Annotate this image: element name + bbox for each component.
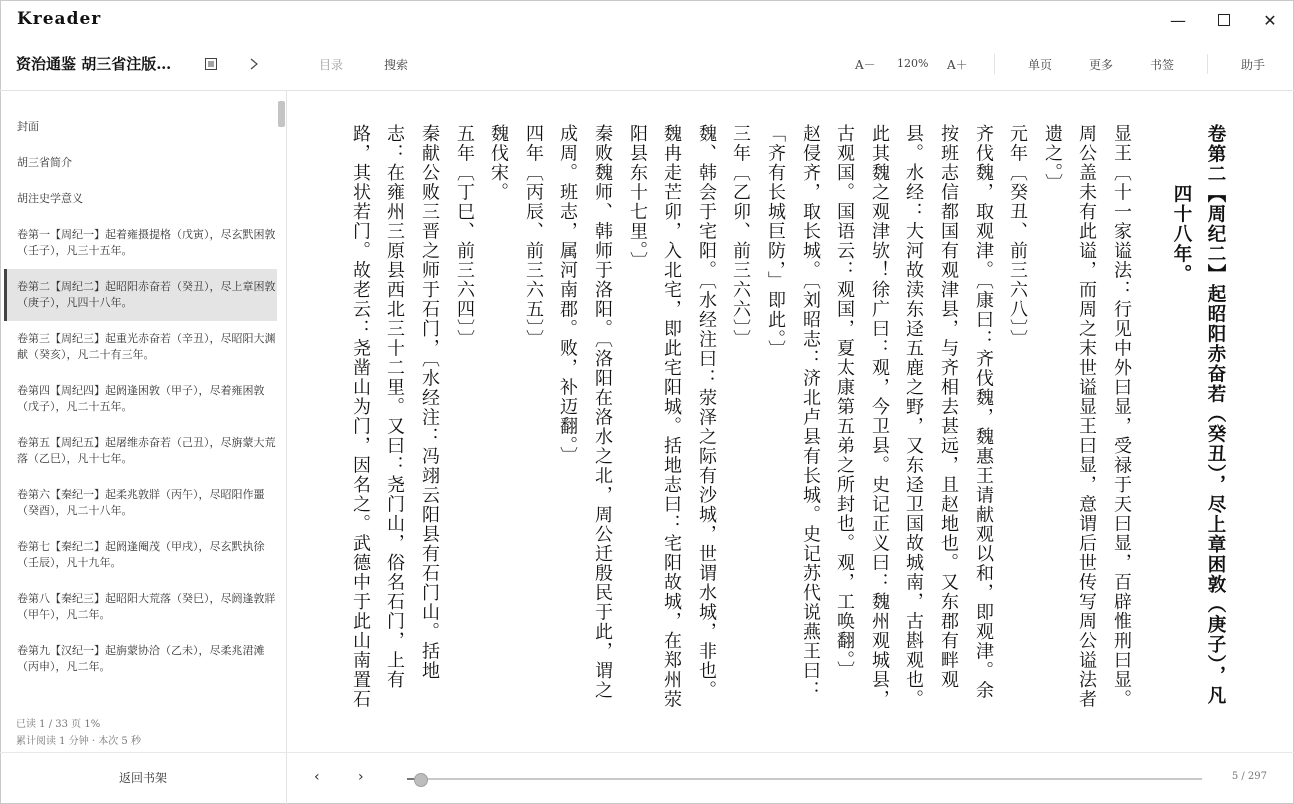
toc-item[interactable]: 卷第六【秦纪一】起柔兆敦牂（丙午），尽昭阳作噩（癸酉），凡二十八年。 <box>17 488 265 517</box>
toc-item[interactable]: 卷第七【秦纪二】起阏逢阉茂（甲戌），尽玄黓执徐（壬辰），凡十九年。 <box>17 540 265 569</box>
next-page-button[interactable]: › <box>358 769 364 785</box>
text-column: 四年〔丙辰、前三六五〕〕 <box>523 124 544 349</box>
back-to-shelf-button[interactable]: 返回书架 <box>118 771 167 785</box>
text-column: 「齐有长城巨防，」即此。〕 <box>765 124 786 360</box>
text-column: 秦献公败三晋之师于石门，〔水经注：冯翊云阳县有石门山。括地 <box>419 124 440 681</box>
app-title: Kreader <box>17 9 102 29</box>
text-column: 志：在雍州三原县西北三十二里。又曰：尧门山，俗名石门，上有 <box>384 124 405 690</box>
reading-area[interactable] <box>300 124 1230 724</box>
minimize-button[interactable]: — <box>1170 10 1186 30</box>
text-column: 显王〔十一家谥法：行见中外曰显，受禄于天曰显，百辟惟刑曰显。 <box>1111 124 1132 709</box>
maximize-icon <box>1218 14 1230 26</box>
maximize-button[interactable] <box>1210 8 1238 32</box>
title-bar <box>0 0 1294 40</box>
page-navigation <box>287 753 1294 803</box>
book-title: 资治通鉴 胡三省注版… <box>16 55 172 73</box>
toolbar-divider <box>994 54 995 74</box>
text-column: 周公盖未有此谥，而周之末世谥显王曰显，意谓后世传写周公谥法者 <box>1076 124 1097 709</box>
toc-item[interactable]: 卷第九【汉纪一】起旃蒙协洽（乙未），尽柔兆涒滩（丙申），凡二年。 <box>17 644 265 673</box>
toolbar-divider <box>1207 54 1208 74</box>
single-page-button[interactable]: 单页 <box>1028 58 1053 72</box>
close-button[interactable]: ✕ <box>1263 10 1277 30</box>
text-column: 路，其状若门。故老云：尧凿山为门，因名之。武德中于此山南置石 <box>350 124 371 709</box>
toc-item[interactable]: 卷第二【周纪二】起昭阳赤奋若（癸丑），尽上章困敦（庚子），凡四十八年。 <box>4 269 277 321</box>
more-button[interactable]: 更多 <box>1089 58 1114 72</box>
chapter-heading: 卷第二【周纪二】起昭阳赤奋若（癸丑），尽上章困敦（庚子），凡 <box>1205 124 1226 706</box>
zoom-level: 120% <box>897 57 929 70</box>
text-column: 古观国。国语云：观国，夏太康第五弟之所封也。观，工唤翻。〕 <box>834 124 855 681</box>
toc-item[interactable]: 卷第八【秦纪三】起昭阳大荒落（癸巳），尽阏逢敦牂（甲午），凡二年。 <box>17 592 276 621</box>
search-button[interactable]: 搜索 <box>384 58 409 72</box>
text-column: 齐伐魏，取观津。〔康曰：齐伐魏，魏惠王请献观以和，即观津。余 <box>973 124 994 700</box>
text-column: 秦败魏师、韩师于洛阳。〔洛阳在洛水之北，周公迁殷民于此，谓之 <box>592 124 613 700</box>
text-column: 魏冉走芒卯，入北宅，即此宅阳城。括地志曰：宅阳故城，在郑州荥 <box>661 124 682 709</box>
toc-item[interactable]: 胡三省简介 <box>17 156 72 169</box>
page-slider[interactable] <box>407 778 1202 780</box>
text-column: 魏伐宋。 <box>488 124 509 202</box>
toc-item[interactable]: 封面 <box>17 120 39 133</box>
chapter-heading: 四十八年。 <box>1171 184 1192 284</box>
chevron-right-icon <box>250 58 258 70</box>
text-column: 县。水经：大河故渎东迳五鹿之野，又东迳卫国故城南，古斟观也。 <box>903 124 924 709</box>
text-column: 阳县东十七里。〕 <box>627 124 648 271</box>
assistant-button[interactable]: 助手 <box>1241 58 1266 72</box>
reading-progress <box>16 715 141 752</box>
bookmark-button[interactable]: 书签 <box>1150 58 1175 72</box>
text-column: 按班志信都国有观津县，与齐相去甚远，且赵地也。又东郡有畔观 <box>938 124 959 690</box>
sidebar <box>0 91 286 785</box>
toc-item[interactable]: 卷第三【周纪三】起重光赤奋若（辛丑），尽昭阳大渊献（癸亥），凡二十有三年。 <box>17 332 276 361</box>
page-counter: 5 / 297 <box>1231 771 1267 782</box>
text-column: 遗之。〕 <box>1042 124 1063 193</box>
text-column: 元年〔癸丑、前三六八〕〕 <box>1007 124 1028 349</box>
toc-toggle-button[interactable] <box>201 54 221 74</box>
text-column: 赵侵齐，取长城。〔刘昭志：济北卢县有长城。史记苏代说燕王曰： <box>800 124 821 700</box>
text-column: 成周。班志，属河南郡。败，补迈翻。〕 <box>557 124 578 466</box>
sidebar-divider <box>286 91 287 804</box>
text-column: 五年〔丁巳、前三六四〕〕 <box>454 124 475 349</box>
list-icon <box>205 58 217 70</box>
font-increase-button[interactable]: A＋ <box>947 58 968 72</box>
font-decrease-button[interactable]: A－ <box>855 58 876 72</box>
text-column: 此其魏之观津欤！徐广曰：观，今卫县。史记正义曰：魏州观城县， <box>869 124 890 709</box>
toc-list[interactable] <box>0 109 286 689</box>
toc-item[interactable]: 卷第四【周纪四】起阏逢困敦（甲子），尽着雍困敦（戊子），凡二十五年。 <box>17 384 265 413</box>
prev-page-button[interactable]: ‹ <box>314 769 320 785</box>
pages-read: 已读 1 / 33 页 1% <box>16 719 101 730</box>
page-slider-knob[interactable] <box>414 773 428 787</box>
toc-item[interactable]: 胡注史学意义 <box>17 192 83 205</box>
toc-item[interactable]: 卷第一【周纪一】起着雍摄提格（戊寅），尽玄黓困敦（壬子），凡三十五年。 <box>17 228 276 257</box>
chevron-right-button[interactable] <box>244 54 264 74</box>
toc-item[interactable]: 卷第五【周纪五】起屠维赤奋若（己丑），尽旃蒙大荒落（乙巳），凡十七年。 <box>17 436 276 465</box>
toolbar <box>0 44 1294 84</box>
text-column: 三年〔乙卯、前三六六〕〕 <box>730 124 751 349</box>
sidebar-scrollbar[interactable] <box>278 101 285 127</box>
text-column: 魏、韩会于宅阳。〔水经注曰：荥泽之际有沙城，世谓水城，非也。 <box>696 124 717 700</box>
reading-time: 累计阅读 1 分钟 · 本次 5 秒 <box>16 736 141 747</box>
catalog-button[interactable]: 目录 <box>319 58 344 72</box>
